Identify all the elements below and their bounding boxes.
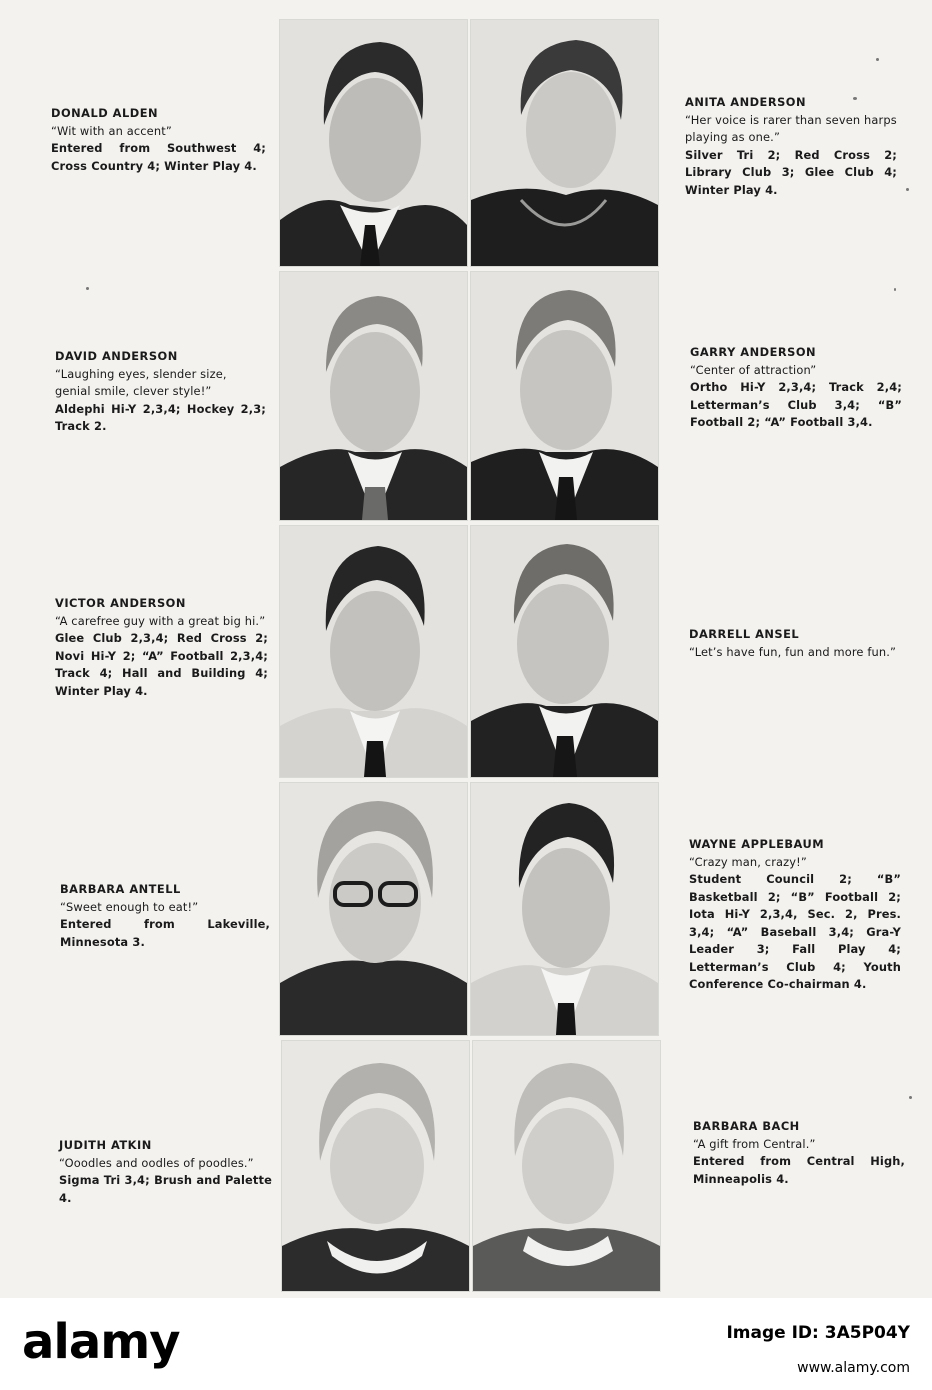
- student-quote: “Sweet enough to eat!”: [60, 899, 199, 914]
- dust-speck: [86, 287, 89, 290]
- student-name: VICTOR ANDERSON: [55, 596, 186, 610]
- student-quote: “Center of attraction”: [690, 362, 817, 377]
- student-quote: “Let’s have fun, fun and more fun.”: [689, 644, 897, 659]
- student-activities: Glee Club 2,3,4; Red Cross 2; Novi Hi-Y 2; “A” Football 2,3,4; Track 4; Hall and Building 4; Winter Play 4.: [55, 631, 268, 698]
- student-caption: [60, 881, 270, 951]
- student-quote: “Ooodles and oodles of poodles.”: [59, 1155, 254, 1170]
- student-caption: [689, 836, 901, 994]
- student-caption: [55, 348, 266, 436]
- student-name: BARBARA BACH: [693, 1119, 800, 1133]
- student-activities: Sigma Tri 3,4; Brush and Palette 4.: [59, 1173, 272, 1205]
- student-portrait: [471, 526, 658, 777]
- student-activities: Entered from Southwest 4; Cross Country 4; Winter Play 4.: [51, 141, 266, 173]
- student-name: WAYNE APPLEBAUM: [689, 837, 825, 851]
- student-activities: Silver Tri 2; Red Cross 2; Library Club 3; Glee Club 4; Winter Play 4.: [685, 147, 897, 197]
- student-portrait: [280, 526, 467, 777]
- student-quote: “A carefree guy with a great big hi.”: [55, 613, 266, 628]
- student-portrait: [280, 20, 467, 266]
- student-caption: [51, 105, 266, 175]
- student-portrait: [280, 272, 467, 520]
- student-caption: [59, 1137, 272, 1207]
- student-name: JUDITH ATKIN: [59, 1138, 152, 1152]
- student-activities: Ortho Hi-Y 2,3,4; Track 2,4; Letterman’s Club 3,4; “B” Football 2; “A” Football 3,4.: [690, 380, 902, 429]
- site-url[interactable]: www.alamy.com: [797, 1360, 910, 1376]
- student-portrait: [471, 783, 658, 1035]
- student-name: GARRY ANDERSON: [690, 345, 817, 359]
- student-quote: “Wit with an accent”: [51, 123, 172, 138]
- student-portrait: [473, 1041, 660, 1291]
- student-activities: Aldephi Hi-Y 2,3,4; Hockey 2,3; Track 2.: [55, 401, 266, 433]
- dust-speck: [876, 58, 879, 61]
- student-name: DARRELL ANSEL: [689, 627, 800, 641]
- student-name: DAVID ANDERSON: [55, 349, 178, 363]
- student-portrait: [282, 1041, 469, 1291]
- student-name: BARBARA ANTELL: [60, 882, 181, 896]
- student-caption: [693, 1118, 905, 1188]
- student-name: ANITA ANDERSON: [685, 95, 807, 109]
- student-quote: “Laughing eyes, slender size, genial smile, clever style!”: [55, 366, 227, 398]
- student-name: DONALD ALDEN: [51, 106, 159, 120]
- student-caption: [689, 626, 904, 661]
- dust-speck: [894, 288, 896, 291]
- student-caption: [690, 344, 902, 432]
- student-quote: “A gift from Central.”: [693, 1136, 816, 1151]
- dust-speck: [906, 188, 909, 191]
- student-quote: “Crazy man, crazy!”: [689, 854, 807, 869]
- student-portrait: [471, 272, 658, 520]
- image-id-label: Image ID: 3A5P04Y: [726, 1323, 910, 1343]
- watermark-footer: [0, 1298, 932, 1390]
- student-caption: [685, 94, 897, 199]
- student-activities: Entered from Central High, Minneapolis 4.: [693, 1154, 905, 1186]
- student-portrait: [471, 20, 658, 266]
- student-portrait: [280, 783, 467, 1035]
- student-activities: Entered from Lakeville, Minnesota 3.: [60, 917, 270, 949]
- student-caption: [55, 595, 268, 700]
- dust-speck: [909, 1096, 912, 1099]
- student-quote: “Her voice is rarer than seven harps playing as one.”: [685, 112, 897, 144]
- alamy-logo: alamy: [22, 1314, 180, 1370]
- student-activities: Student Council 2; “B” Basketball 2; “B” Football 2; Iota Hi-Y 2,3,4, Sec. 2, Pres. 3,4; “A” Baseball 3,4; Gra-Y Leader 3; Fall Play 4; Letterman’s Club 4; Youth Conference Co-chairman 4.: [689, 872, 901, 991]
